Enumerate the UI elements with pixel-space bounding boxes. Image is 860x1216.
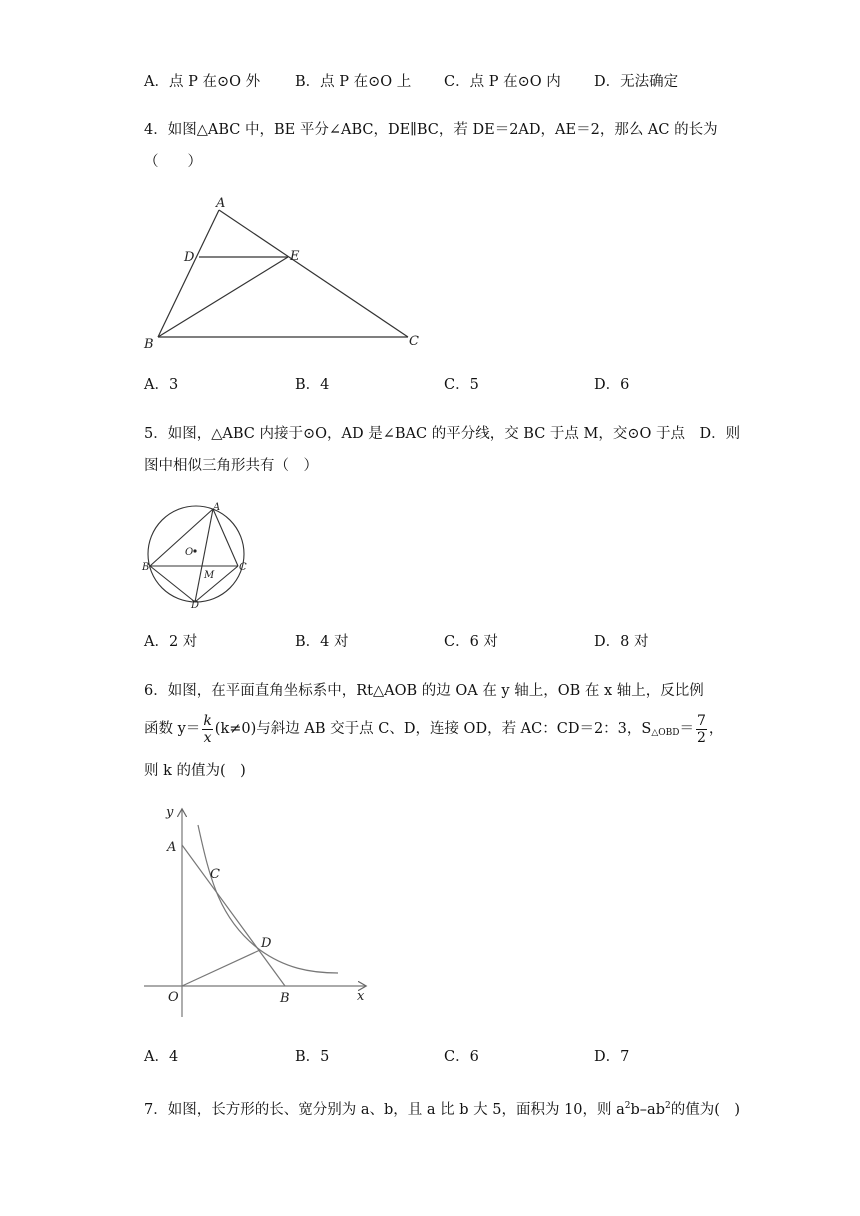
q5-option-a: A．2 对 — [144, 634, 198, 650]
q6-stem-line3: 则 k 的值为( ) — [144, 763, 246, 779]
q4-stem-line1: 4．如图△ABC 中，BE 平分∠ABC，DE∥BC，若 DE＝2AD，AE＝2，那么 AC 的长为 — [144, 122, 718, 138]
q5-label-d: D — [191, 600, 200, 611]
q6-frac-k-den: x — [203, 729, 212, 746]
q6-frac-k-num: k — [203, 712, 212, 729]
q3-option-d: D．无法确定 — [594, 74, 679, 90]
q5-option-d: D．8 对 — [594, 634, 649, 650]
q6-stem-line2 — [144, 712, 723, 750]
q5-chord-bd — [150, 566, 195, 602]
q6-label-a: A — [167, 840, 177, 855]
q3-option-b: B．点 P 在⊙O 上 — [295, 74, 412, 90]
q5-stem-line2: 图中相似三角形共有（ ） — [144, 458, 318, 474]
q6-label-b: B — [280, 991, 290, 1006]
q6-coordinate-figure — [140, 800, 380, 1025]
q4-stem-line2: （ ） — [144, 154, 202, 170]
q7-stem-part-a: 7．如图，长方形的长、宽分别为 a、b，且 a 比 b 大 5，面积为 10，则 a — [144, 1102, 625, 1118]
q6-fraction-7-over-2 — [696, 713, 707, 746]
q4-label-b: B — [144, 337, 154, 352]
q7-sup-1: 2 — [624, 1101, 631, 1111]
q4-option-a: A．3 — [144, 377, 179, 393]
q6-frac-den: 2 — [697, 729, 706, 746]
q3-option-a: A．点 P 在⊙O 外 — [144, 74, 261, 90]
q4-option-b: B．4 — [295, 377, 330, 393]
q6-stem-line1: 6．如图，在平面直角坐标系中，Rt△AOB 的边 OA 在 y 轴上，OB 在 x 轴上，反比例 — [144, 683, 704, 699]
q6-option-b: B．5 — [295, 1049, 330, 1065]
q5-center-dot — [193, 549, 196, 552]
q4-label-d: D — [184, 250, 195, 265]
q4-label-c: C — [409, 334, 419, 349]
q4-triangle-figure — [140, 190, 440, 360]
q6-option-a: A．4 — [144, 1049, 179, 1065]
q6-label-d: D — [261, 936, 272, 951]
q5-label-a: A — [213, 502, 221, 513]
q6-label-x: x — [357, 989, 365, 1004]
q6-stem-part-d: ， — [708, 721, 724, 737]
q6-label-c: C — [210, 867, 220, 882]
q4-option-d: D．6 — [594, 377, 630, 393]
q6-hypotenuse-ab — [182, 845, 285, 986]
q3-option-c: C．点 P 在⊙O 内 — [444, 74, 561, 90]
q7-stem-part-c: 的值为( ) — [670, 1102, 741, 1118]
q6-option-c: C．6 — [444, 1049, 479, 1065]
q5-label-b: B — [142, 562, 150, 573]
q4-label-e: E — [290, 249, 300, 264]
q6-label-o: O — [168, 990, 179, 1005]
q6-segment-od — [182, 950, 260, 986]
q6-fraction-k-over-x — [202, 713, 212, 746]
q6-stem-part-c: ＝ — [679, 721, 694, 737]
q7-stem — [144, 1096, 740, 1120]
q6-stem-part-a: 函数 y＝ — [144, 721, 201, 737]
q4-option-c: C．5 — [444, 377, 479, 393]
q6-frac-num: 7 — [697, 712, 706, 729]
q5-option-c: C．6 对 — [444, 634, 498, 650]
q6-stem-part-b: (k≠0)与斜边 AB 交于点 C、D，连接 OD，若 AC：CD＝2：3，S — [214, 721, 652, 737]
q5-circle-figure — [140, 498, 260, 618]
q5-chord-ac — [213, 509, 238, 566]
q5-circle-o — [148, 506, 244, 602]
q6-option-d: D．7 — [594, 1049, 630, 1065]
q5-stem-line1: 5．如图，△ABC 内接于⊙O，AD 是∠BAC 的平分线，交 BC 于点 M，交⊙O 于点 D．则 — [144, 426, 741, 442]
q7-stem-part-b: b–ab — [630, 1102, 665, 1118]
q5-label-o: O — [185, 547, 194, 558]
q4-side-ac — [219, 210, 408, 337]
q5-option-b: B．4 对 — [295, 634, 349, 650]
q5-label-c: C — [239, 562, 247, 573]
q6-subscript-obd: △OBD — [651, 728, 680, 738]
q4-label-a: A — [216, 196, 226, 211]
q7-sup-2: 2 — [664, 1101, 671, 1111]
q5-label-m: M — [204, 570, 215, 581]
q6-label-y: y — [166, 805, 174, 820]
